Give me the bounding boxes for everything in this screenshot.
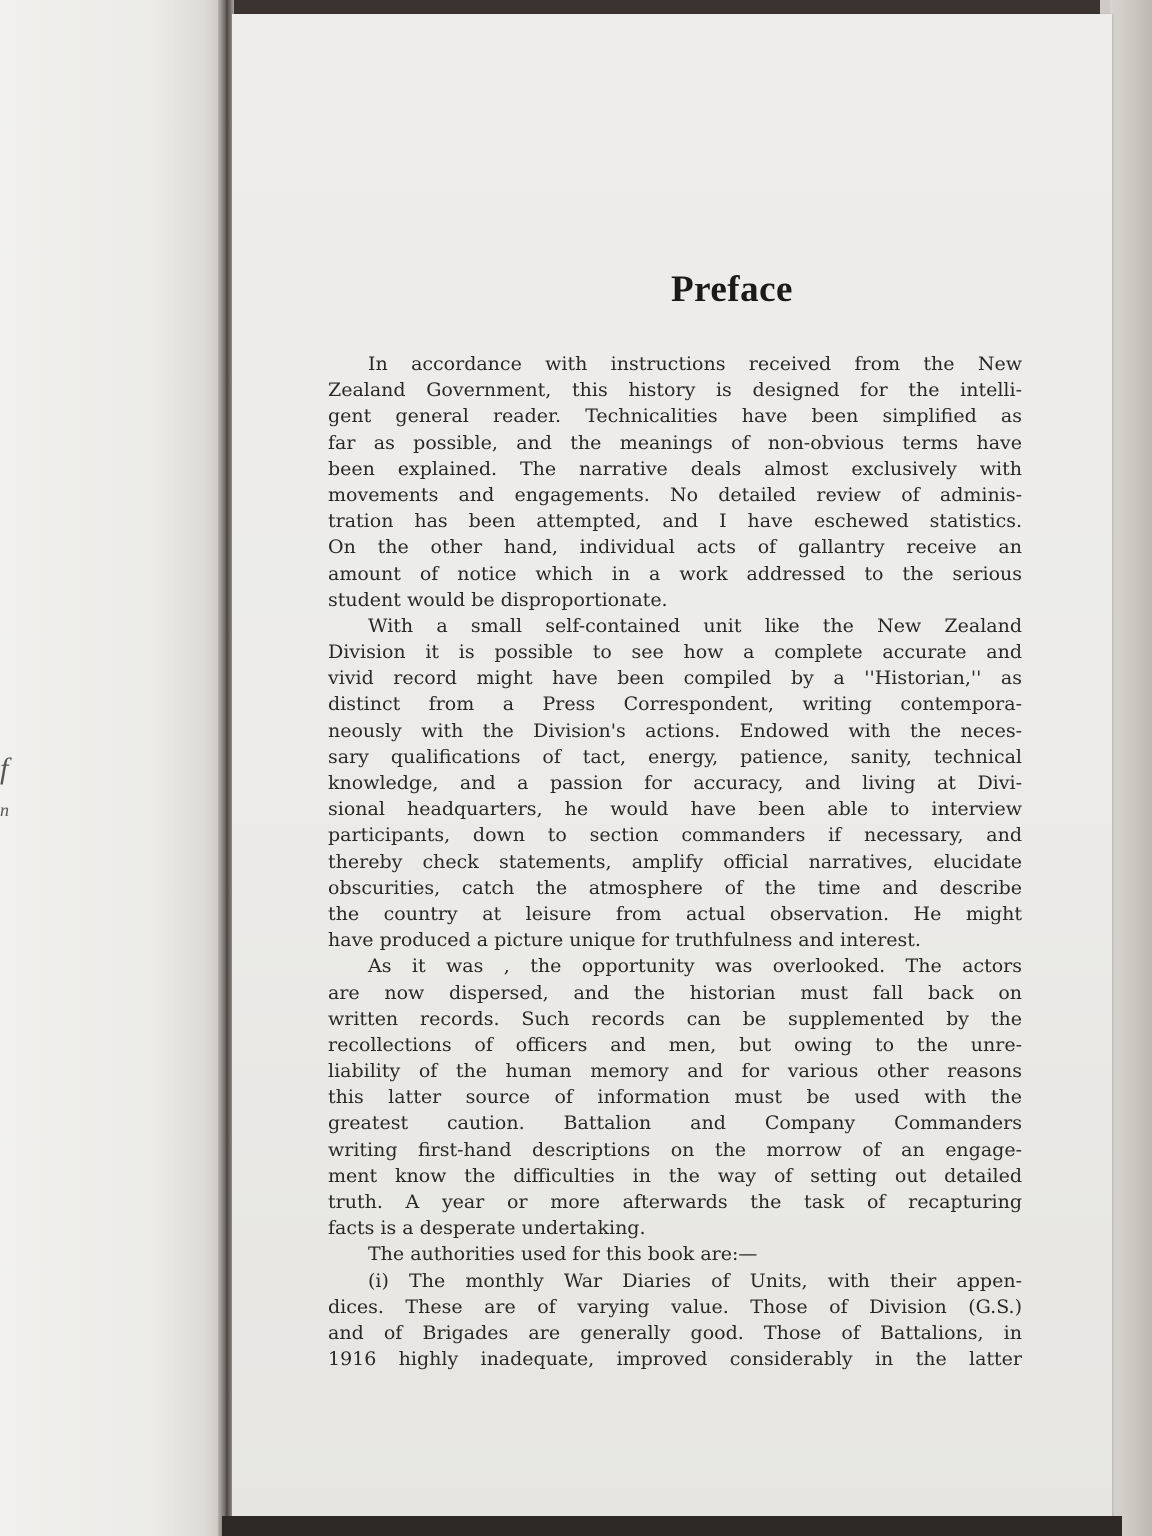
text-line: recollections of officers and men, but owing to the unre- [328, 1033, 1022, 1056]
text-line: With a small self-contained unit like the New Zealand [368, 614, 1022, 637]
text-line: (i) The monthly War Diaries of Units, with their appen- [368, 1269, 1022, 1292]
text-line: student would be disproportionate. [328, 588, 668, 611]
text-line: thereby check statements, amplify official narratives, elucidate [328, 850, 1022, 873]
paragraph [328, 613, 1022, 953]
text-line: Division it is possible to see how a complete accurate and [328, 641, 1022, 664]
preface-body [328, 351, 1022, 1372]
text-line: writing first-hand descriptions on the morrow of an engage- [328, 1138, 1022, 1161]
text-line: ment know the difficulties in the way of setting out detailed [328, 1164, 1022, 1187]
paragraph [328, 351, 1022, 613]
text-line: obscurities, catch the atmosphere of the time and describe [328, 876, 1022, 899]
text-line: dices. These are of varying value. Those of Division (G.S.) [328, 1295, 1022, 1318]
text-line: facts is a desperate undertaking. [328, 1217, 646, 1240]
text-line: been explained. The narrative deals almost exclusively with [328, 457, 1022, 480]
text-line: tration has been attempted, and I have eschewed statistics. [328, 510, 1022, 533]
left-page [0, 0, 222, 1536]
text-line: vivid record might have been compiled by a ''Historian,'' as [328, 667, 1022, 690]
background-surface [1110, 0, 1152, 1536]
paragraph [328, 953, 1022, 1241]
text-line: sional headquarters, he would have been able to interview [328, 798, 1022, 821]
text-line: liability of the human memory and for various other reasons [328, 1060, 1022, 1083]
text-line: truth. A year or more afterwards the task of recapturing [328, 1191, 1022, 1213]
text-line: On the other hand, individual acts of gallantry receive an [328, 536, 1022, 559]
text-line: are now dispersed, and the historian must fall back on [328, 981, 1022, 1004]
page-bottom-edge [222, 1516, 1122, 1536]
text-line: this latter source of information must be used with the [328, 1086, 1022, 1109]
text-line: 1916 highly inadequate, improved considerably in the latter [328, 1348, 1022, 1371]
text-line: amount of notice which in a work addressed to the serious [328, 562, 1022, 585]
text-line: movements and engagements. No detailed review of adminis- [328, 483, 1022, 506]
text-line: In accordance with instructions received from the New [368, 353, 1022, 375]
text-line: and of Brigades are generally good. Those of Battalions, in [328, 1321, 1022, 1344]
text-line: greatest caution. Battalion and Company Commanders [328, 1112, 1022, 1135]
paragraph [328, 1241, 1022, 1267]
text-line: The authorities used for this book are:— [368, 1243, 758, 1266]
text-line: the country at leisure from actual observation. He might [328, 902, 1022, 925]
page-title: Preface [671, 269, 793, 310]
text-line: neously with the Division's actions. Endowed with the neces- [328, 719, 1022, 742]
text-line: distinct from a Press Correspondent, writing contempora- [328, 693, 1022, 716]
text-line: gent general reader. Technicalities have been simplified as [328, 405, 1022, 428]
text-line: far as possible, and the meanings of non-obvious terms have [328, 431, 1022, 454]
text-line: As it was , the opportunity was overlooked. The actors [368, 955, 1022, 978]
text-line: have produced a picture unique for truthfulness and interest. [328, 929, 921, 952]
text-line: written records. Such records can be supplemented by the [328, 1007, 1022, 1030]
text-line: knowledge, and a passion for accuracy, and living at Divi- [328, 772, 1022, 794]
left-page-bleed-glyph: f [0, 752, 9, 785]
paragraph [328, 1268, 1022, 1373]
text-line: sary qualifications of tact, energy, patience, sanity, technical [328, 745, 1022, 768]
text-line: participants, down to section commanders if necessary, and [328, 824, 1022, 847]
left-page-bleed-glyph: n [0, 800, 9, 820]
right-page [232, 14, 1112, 1522]
text-line: Zealand Government, this history is designed for the intelli- [328, 379, 1022, 402]
